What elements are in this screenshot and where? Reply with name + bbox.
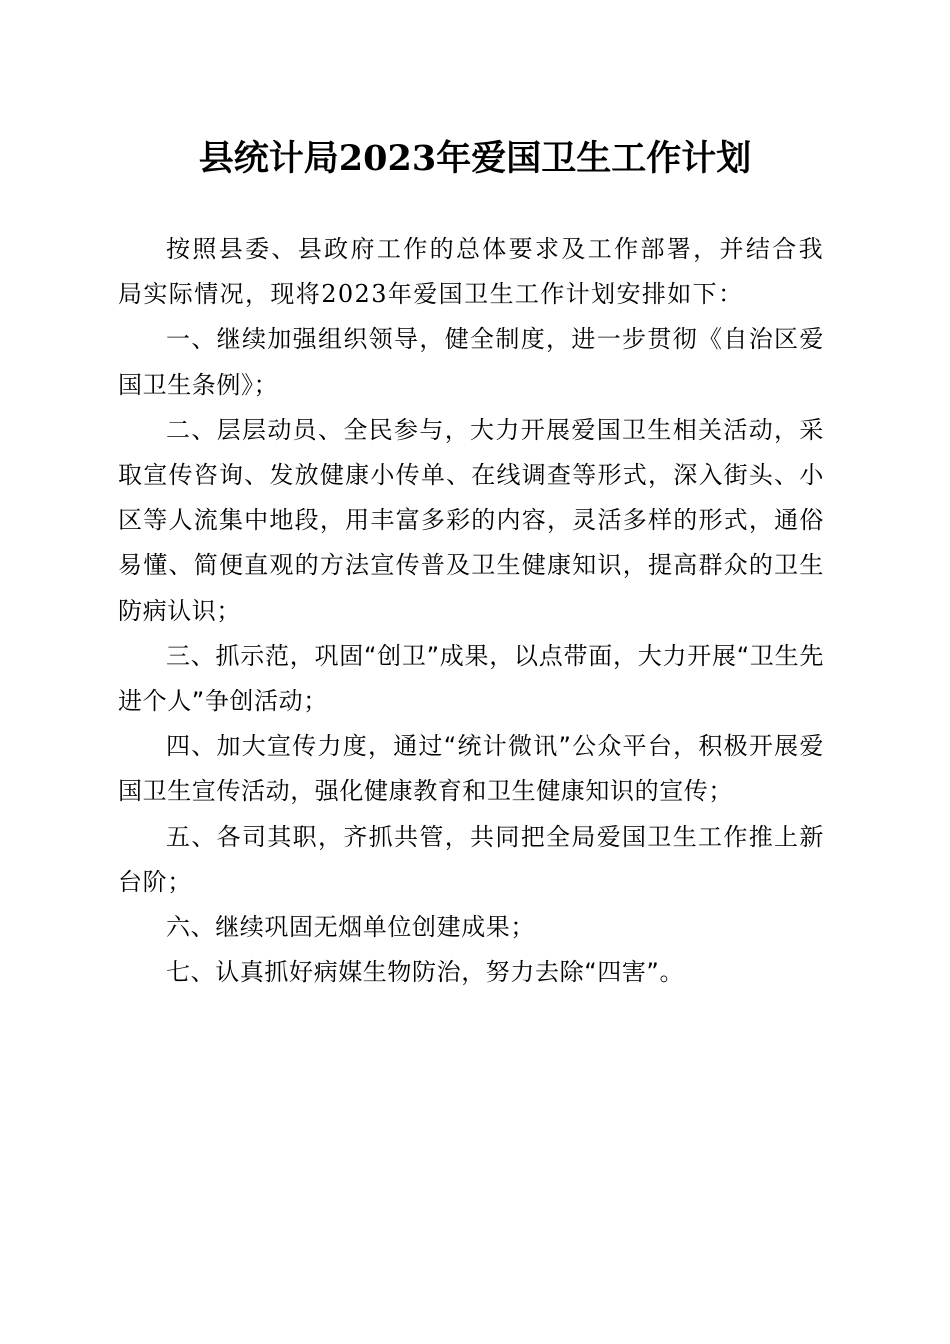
intro-paragraph: 按照县委、县政府工作的总体要求及工作部署，并结合我局实际情况，现将2023年爱国卫生工作计划安排如下： (118, 235, 824, 309)
document-title: 县统计局2023年爱国卫生工作计划 (198, 138, 752, 179)
plan-item-2: 二、层层动员、全民参与，大力开展爱国卫生相关活动，采取宣传咨询、发放健康小传单、在线调查等形式，深入街头、小区等人流集中地段，用丰富多彩的内容，灵活多样的形式，通俗易懂、简便直观的方法宣传普及卫生健康知识，提高群众的卫生防病认识； (118, 415, 824, 625)
plan-item-4: 四、加大宣传力度，通过“统计微讯”公众平台，积极开展爱国卫生宣传活动，强化健康教育和卫生健康知识的宣传； (118, 732, 824, 806)
plan-item-5: 五、各司其职，齐抓共管，共同把全局爱国卫生工作推上新台阶； (118, 822, 824, 896)
plan-item-3: 三、抓示范，巩固“创卫”成果，以点带面，大力开展“卫生先进个人”争创活动； (118, 641, 824, 716)
plan-item-6: 六、继续巩固无烟单位创建成果； (166, 913, 535, 942)
plan-item-1: 一、继续加强组织领导，健全制度，进一步贯彻《自治区爱国卫生条例》； (118, 325, 824, 399)
document-body (118, 227, 824, 995)
plan-item-7: 七、认真抓好病媒生物防治，努力去除“四害”。 (166, 958, 685, 987)
